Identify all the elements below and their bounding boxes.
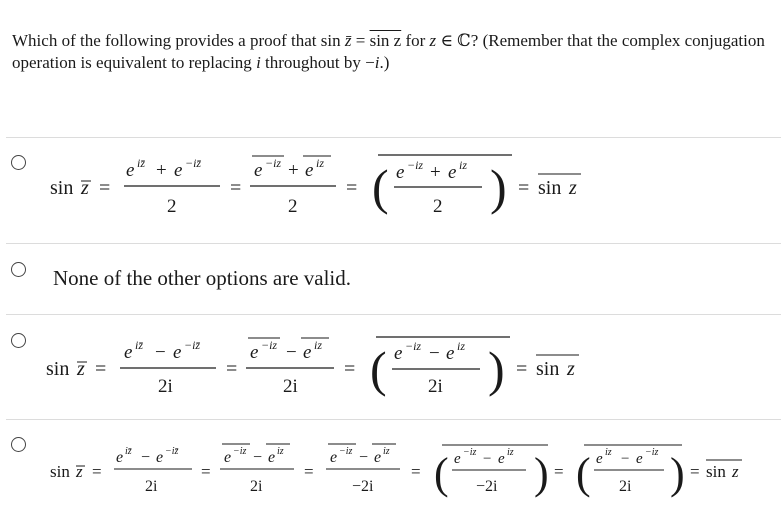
- lparen: (: [370, 341, 387, 397]
- n2-plus: +: [288, 160, 299, 181]
- eq: =: [554, 462, 564, 481]
- d3: 2: [433, 196, 443, 217]
- n2-exp: −iz: [261, 338, 278, 352]
- n3-exp: −iz: [405, 339, 422, 353]
- lhs-eq: =: [92, 462, 102, 481]
- n4-e: e: [498, 451, 505, 467]
- n5-e: e: [596, 451, 603, 467]
- n3-e: e: [394, 343, 403, 364]
- n3-minus: −: [429, 343, 440, 364]
- n1-e: e: [116, 449, 124, 466]
- lhs-eq: =: [99, 177, 111, 199]
- n3-e: e: [446, 343, 455, 364]
- d2: 2i: [250, 478, 263, 495]
- rparen: ): [490, 159, 507, 215]
- question-i: i: [256, 53, 261, 72]
- n1-e: e: [156, 449, 164, 466]
- question-i: i: [374, 53, 380, 72]
- n5-minus: −: [621, 451, 630, 467]
- lhs-z: z: [77, 358, 85, 380]
- option-4-radio[interactable]: [11, 437, 26, 452]
- n2-e: e: [303, 342, 312, 363]
- n2-e: e: [254, 160, 263, 181]
- n5-exp: iz: [605, 447, 612, 458]
- n4-minus: −: [483, 451, 492, 467]
- n3-exp: −iz: [407, 158, 424, 172]
- n2-exp: iz: [277, 446, 284, 457]
- option-divider: [6, 314, 781, 315]
- question-z: z: [429, 31, 437, 50]
- n1-minus: −: [141, 449, 151, 466]
- eq: =: [344, 358, 356, 380]
- option-3-equation: [40, 331, 600, 411]
- d3: −2i: [352, 478, 374, 495]
- question-part: =: [351, 31, 370, 50]
- n1-exp: −iz̄: [184, 338, 201, 352]
- eq: =: [346, 177, 358, 199]
- rhs-eq: =: [516, 358, 528, 380]
- n1-minus: −: [155, 342, 166, 363]
- rparen: ): [670, 449, 685, 498]
- question-part: Which of the following provides a proof that sin: [12, 31, 345, 50]
- d4: −2i: [476, 478, 498, 495]
- n1-exp: −iz̄: [165, 446, 179, 457]
- rhs-sin: sin: [538, 177, 562, 199]
- d1: 2i: [145, 478, 158, 495]
- rhs-sin: sin: [536, 358, 560, 380]
- n2-e: e: [268, 449, 276, 466]
- question-part: throughout by −: [260, 53, 375, 72]
- n2-e: e: [224, 449, 232, 466]
- n3-exp: −iz: [339, 446, 353, 457]
- n3-minus: −: [359, 449, 369, 466]
- option-divider: [6, 243, 781, 244]
- n2-exp: −iz: [233, 446, 247, 457]
- eq: =: [411, 462, 421, 481]
- eq: =: [201, 462, 211, 481]
- option-3-radio[interactable]: [11, 333, 26, 348]
- n1-e: e: [174, 160, 183, 181]
- n1-exp: iz̄: [125, 446, 132, 457]
- n1-exp: iz̄: [137, 156, 146, 170]
- n3-e: e: [396, 162, 405, 183]
- n1-e: e: [173, 342, 182, 363]
- n4-exp: −iz: [463, 447, 477, 458]
- n2-exp: iz: [316, 156, 325, 170]
- question-sinz-conj: sin z: [369, 31, 402, 50]
- n2-minus: −: [253, 449, 263, 466]
- eq: =: [226, 358, 238, 380]
- n3-e: e: [330, 449, 338, 466]
- d2: 2: [288, 196, 298, 217]
- n1-exp: iz̄: [135, 338, 144, 352]
- rhs-z: z: [567, 358, 575, 380]
- lparen: (: [576, 449, 591, 498]
- option-2-radio[interactable]: [11, 262, 26, 277]
- n1-exp: −iz̄: [185, 156, 202, 170]
- n3-e: e: [374, 449, 382, 466]
- option-4-equation: [44, 438, 779, 518]
- n1-plus: +: [156, 160, 167, 181]
- rhs-z: z: [732, 462, 739, 481]
- d3: 2i: [428, 376, 443, 397]
- rparen: ): [488, 341, 505, 397]
- lhs-z: z: [76, 462, 83, 481]
- rparen: ): [534, 449, 549, 498]
- rhs-sin: sin: [706, 462, 726, 481]
- question-part: .): [379, 53, 390, 72]
- lhs-eq: =: [95, 358, 107, 380]
- option-divider: [6, 137, 781, 138]
- lparen: (: [434, 449, 449, 498]
- rhs-eq: =: [518, 177, 530, 199]
- question-zbar: z̄: [344, 31, 352, 50]
- n3-exp: iz: [457, 339, 466, 353]
- d2: 2i: [283, 376, 298, 397]
- n3-e: e: [448, 162, 457, 183]
- n1-e: e: [124, 342, 133, 363]
- option-1-radio[interactable]: [11, 155, 26, 170]
- rhs-eq: =: [690, 462, 700, 481]
- n2-exp: −iz: [265, 156, 282, 170]
- n3-plus: +: [430, 162, 441, 183]
- n1-e: e: [126, 160, 135, 181]
- lhs-sin: sin: [46, 358, 70, 380]
- lhs-sin: sin: [50, 462, 70, 481]
- option-1-equation: [44, 150, 604, 230]
- n2-e: e: [250, 342, 259, 363]
- lhs-sin: sin: [50, 177, 74, 199]
- option-divider: [6, 419, 781, 420]
- n5-exp: −iz: [645, 447, 659, 458]
- lparen: (: [372, 159, 389, 215]
- n3-exp: iz: [383, 446, 390, 457]
- n4-exp: iz: [507, 447, 514, 458]
- eq: =: [304, 462, 314, 481]
- d5: 2i: [619, 478, 632, 495]
- d1: 2i: [158, 376, 173, 397]
- eq: =: [230, 177, 242, 199]
- question-text: [12, 30, 772, 74]
- rhs-z: z: [569, 177, 577, 199]
- option-2-label: None of the other options are valid.: [53, 266, 351, 290]
- lhs-z: z: [81, 177, 89, 199]
- n4-e: e: [454, 451, 461, 467]
- question-part: for: [401, 31, 430, 50]
- n2-exp: iz: [314, 338, 323, 352]
- question-part: ∈ ℂ? (Remember that the complex conjugation operation is equivalent to replacing: [12, 31, 765, 72]
- d1: 2: [167, 196, 177, 217]
- n3-exp: iz: [459, 158, 468, 172]
- n2-minus: −: [286, 342, 297, 363]
- n2-e: e: [305, 160, 314, 181]
- n5-e: e: [636, 451, 643, 467]
